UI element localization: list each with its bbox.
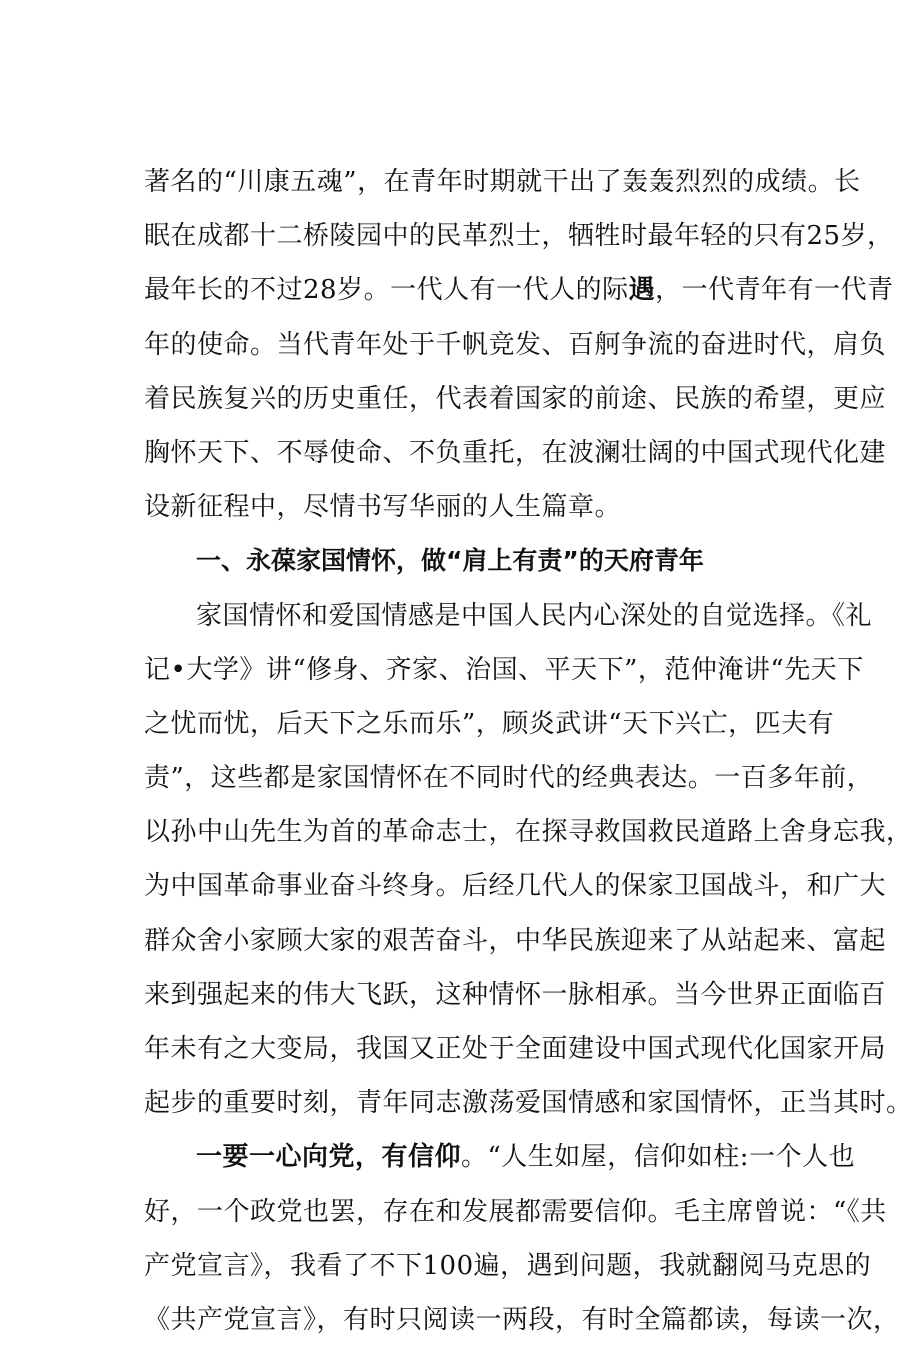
text-line: 眠在成都十二桥陵园中的民革烈士，牺牲时最年轻的只有25岁， (144, 221, 894, 252)
text-line: 著名的“川康五魂”，在青年时期就干出了轰轰烈烈的成绩。长 (144, 167, 861, 197)
text-line: 以孙中山先生为首的革命志士，在探寻救国救民道路上舍身忘我， (144, 817, 913, 848)
section-heading: 一、永葆家国情怀，做“肩上有责”的天府青年 (196, 546, 704, 576)
paragraph (144, 589, 913, 1131)
text-line: 为中国革命事业奋斗终身。后经几代人的保家卫国战斗，和广大 (144, 871, 887, 902)
paragraph (144, 1130, 900, 1347)
text-line: 起步的重要时刻，青年同志激荡爱国情感和家国情怀，正当其时。 (144, 1088, 913, 1119)
text-segment: 最年长的不过28岁。一代人有一代人的际 (144, 275, 629, 306)
text-line: 着民族复兴的历史重任，代表着国家的前途、民族的希望，更应 (144, 383, 887, 414)
text-line: 好，一个政党也罢，存在和发展都需要信仰。毛主席曾说：“《共 (144, 1196, 887, 1227)
bold-text: 遇 (628, 275, 656, 306)
text-line: 群众舍小家顾大家的艰苦奋斗，中华民族迎来了从站起来、富起 (144, 925, 887, 956)
text-line: 之忧而忧，后天下之乐而乐”，顾炎武讲“天下兴亡，匹夫有 (144, 708, 835, 739)
text-segment: 。“人生如屋，信仰如柱:一个人也 (461, 1142, 856, 1173)
text-line: 年未有之大变局，我国又正处于全面建设中国式现代化国家开局 (144, 1034, 887, 1064)
text-line: 责”，这些都是家国情怀在不同时代的经典表达。一百多年前， (144, 763, 874, 794)
text-line: 产党宣言》，我看了不下100遍，遇到问题，我就翻阅马克思的 (144, 1250, 872, 1281)
text-line: 设新征程中，尽情书写华丽的人生篇章。 (144, 492, 622, 523)
text-line: 胸怀天下、不辱使命、不负重托，在波澜壮阔的中国式现代化建 (144, 437, 887, 468)
text-line (144, 263, 894, 317)
document-body (144, 155, 913, 1347)
text-line: 记•大学》讲“修身、齐家、治国、平天下”，范仲淹讲“先天下 (144, 654, 864, 685)
text-line: 《共产党宣言》，有时只阅读一两段，有时全篇都读，每读一次， (144, 1304, 900, 1335)
paragraph (144, 155, 894, 534)
text-line: 家国情怀和爱国情感是中国人民内心深处的自觉选择。《礼 (196, 600, 873, 631)
text-line (144, 1130, 856, 1184)
text-line: 来到强起来的伟大飞跃，这种情怀一脉相承。当今世界正面临百 (144, 979, 887, 1010)
text-segment: ，一代青年有一代青 (655, 275, 894, 306)
bold-lead-text: 一要一心向党，有信仰 (196, 1142, 462, 1173)
text-line: 年的使命。当代青年处于千帆竞发、百舸争流的奋进时代，肩负 (144, 329, 887, 360)
